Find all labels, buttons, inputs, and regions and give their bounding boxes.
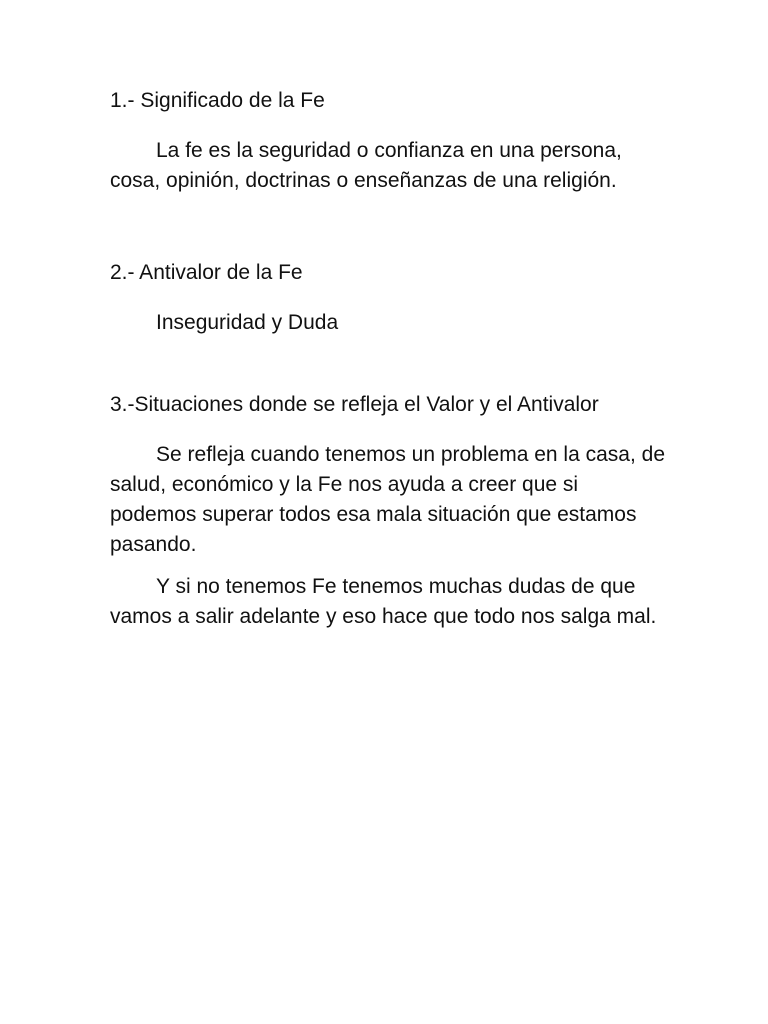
section-1-heading: 1.- Significado de la Fe — [110, 89, 325, 112]
section-2-paragraph: Inseguridad y Duda — [156, 311, 339, 334]
section-2-heading: 2.- Antivalor de la Fe — [110, 261, 303, 284]
document-content — [110, 86, 670, 632]
section-3-paragraph-2: Y si no tenemos Fe tenemos muchas dudas de que vamos a salir adelante y eso hace que todo nos salga mal. — [110, 575, 657, 628]
section-3-heading: 3.-Situaciones donde se refleja el Valor y el Antivalor — [110, 393, 599, 416]
section-1-paragraph: La fe es la seguridad o confianza en una persona, cosa, opinión, doctrinas o enseñanzas de una religión. — [110, 139, 622, 192]
section-3-paragraph-1: Se refleja cuando tenemos un problema en la casa, de salud, económico y la Fe nos ayuda a creer que si podemos superar todos esa mala situación que estamos pasando. — [110, 443, 665, 556]
